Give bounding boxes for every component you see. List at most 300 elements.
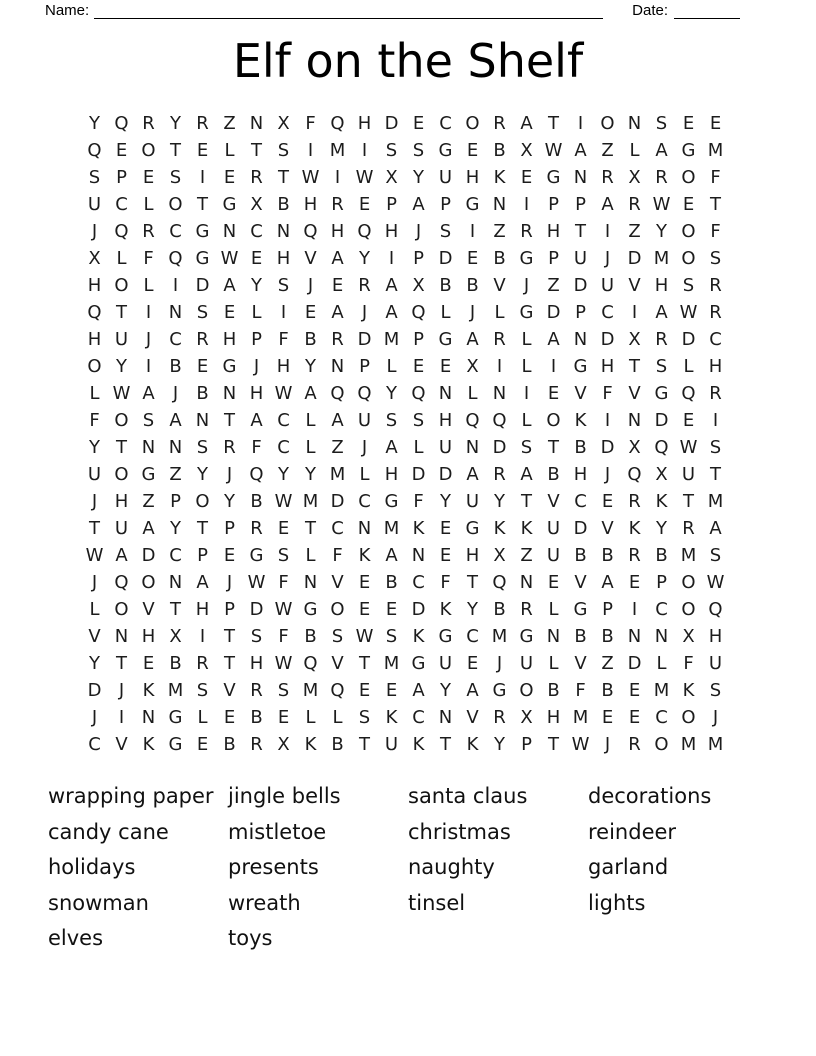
grid-cell: H [357, 113, 372, 134]
grid-cell: M [167, 680, 184, 701]
grid-cell: U [357, 410, 372, 431]
grid-cell: S [250, 626, 263, 647]
grid-cell: I [523, 194, 530, 215]
grid-cell: J [91, 491, 98, 512]
grid-cell: V [466, 707, 479, 728]
grid-cell: K [358, 545, 371, 566]
grid-cell: S [709, 545, 722, 566]
grid-cell: B [493, 140, 506, 161]
grid-cell: A [196, 572, 209, 593]
grid-cell: Z [628, 221, 641, 242]
date-label: Date: [632, 2, 668, 19]
grid-cell: I [604, 410, 611, 431]
grid-cell: Z [493, 221, 506, 242]
grid-cell: V [115, 734, 128, 755]
grid-cell: R [709, 383, 722, 404]
grid-cell: R [493, 113, 506, 134]
grid-cell: N [546, 626, 561, 647]
grid-cell: Q [627, 464, 642, 485]
grid-cell: F [278, 572, 289, 593]
grid-cell: M [329, 140, 346, 161]
grid-cell: I [280, 302, 287, 323]
grid-cell: I [361, 140, 368, 161]
grid-cell: P [521, 734, 532, 755]
grid-cell: E [250, 248, 263, 269]
grid-cell: E [412, 356, 425, 377]
grid-cell: B [655, 545, 668, 566]
grid-cell: Q [303, 221, 318, 242]
grid-cell: L [116, 248, 127, 269]
grid-cell: Q [708, 599, 723, 620]
grid-cell: X [88, 248, 101, 269]
grid-cell: F [278, 626, 289, 647]
grid-cell: J [118, 680, 125, 701]
grid-cell: L [467, 383, 478, 404]
grid-cell: A [385, 275, 398, 296]
word-item: christmas [408, 819, 511, 844]
grid-cell: O [600, 113, 615, 134]
grid-cell: U [114, 518, 129, 539]
grid-cell: T [683, 491, 694, 512]
grid-cell: A [331, 248, 344, 269]
grid-cell: U [384, 734, 399, 755]
grid-cell: X [628, 437, 641, 458]
grid-cell: T [224, 626, 235, 647]
grid-cell: E [196, 734, 209, 755]
grid-cell: B [304, 329, 317, 350]
grid-cell: K [520, 518, 533, 539]
grid-cell: G [222, 194, 237, 215]
grid-cell: H [141, 626, 156, 647]
grid-cell: L [305, 437, 316, 458]
grid-cell: P [224, 518, 235, 539]
grid-cell: A [223, 275, 236, 296]
grid-cell: H [276, 356, 291, 377]
grid-cell: R [196, 113, 209, 134]
grid-cell: O [141, 572, 156, 593]
grid-cell: B [331, 734, 344, 755]
grid-cell: V [331, 572, 344, 593]
word-item: mistletoe [228, 819, 327, 844]
grid-cell: O [114, 275, 129, 296]
grid-cell: M [491, 626, 508, 647]
grid-cell: Q [330, 680, 345, 701]
grid-cell: C [250, 221, 263, 242]
grid-cell: A [169, 410, 182, 431]
grid-cell: A [466, 680, 479, 701]
grid-cell: A [385, 545, 398, 566]
grid-cell: Z [520, 545, 533, 566]
grid-cell: F [143, 248, 154, 269]
grid-cell: L [332, 707, 343, 728]
grid-cell: L [629, 140, 640, 161]
grid-cell: C [601, 302, 614, 323]
grid-cell: A [331, 302, 344, 323]
grid-cell: X [277, 734, 290, 755]
grid-cell: T [710, 194, 721, 215]
grid-cell: F [440, 572, 451, 593]
grid-cell: P [413, 248, 424, 269]
grid-cell: D [411, 464, 426, 485]
grid-cell: H [330, 221, 345, 242]
grid-cell: D [438, 248, 453, 269]
grid-cell: F [710, 167, 721, 188]
grid-cell: K [628, 518, 641, 539]
grid-cell: B [574, 545, 587, 566]
grid-cell: O [546, 410, 561, 431]
name-label: Name: [45, 2, 90, 19]
grid-cell: U [114, 329, 129, 350]
grid-cell: W [274, 599, 293, 620]
grid-cell: T [548, 113, 559, 134]
grid-cell: S [385, 626, 398, 647]
grid-cell: D [87, 680, 102, 701]
grid-cell: N [627, 410, 642, 431]
grid-cell: G [168, 707, 183, 728]
grid-cell: Q [411, 302, 426, 323]
grid-cell: C [655, 707, 668, 728]
grid-cell: V [142, 599, 155, 620]
grid-cell: S [277, 140, 290, 161]
grid-cell: F [683, 653, 694, 674]
word-item: candy cane [48, 819, 169, 844]
grid-cell: H [114, 491, 129, 512]
grid-cell: H [438, 410, 453, 431]
grid-cell: E [547, 572, 560, 593]
grid-cell: S [196, 680, 209, 701]
grid-cell: I [631, 302, 638, 323]
grid-cell: G [168, 734, 183, 755]
grid-cell: A [466, 329, 479, 350]
grid-cell: R [682, 518, 695, 539]
grid-cell: B [574, 437, 587, 458]
grid-cell: S [682, 275, 695, 296]
grid-cell: A [466, 464, 479, 485]
grid-cell: E [223, 707, 236, 728]
grid-cell: J [496, 653, 503, 674]
grid-cell: G [492, 680, 507, 701]
grid-cell: X [466, 356, 479, 377]
grid-cell: L [197, 707, 208, 728]
grid-cell: J [415, 221, 422, 242]
grid-cell: S [385, 140, 398, 161]
grid-cell: W [652, 194, 671, 215]
grid-cell: L [89, 383, 100, 404]
grid-cell: B [250, 707, 263, 728]
grid-cell: B [439, 275, 452, 296]
grid-cell: G [141, 464, 156, 485]
grid-cell: A [331, 410, 344, 431]
grid-cell: U [681, 464, 696, 485]
grid-cell: N [330, 356, 345, 377]
grid-cell: N [141, 707, 156, 728]
grid-cell: Y [89, 437, 100, 458]
grid-cell: U [438, 653, 453, 674]
grid-cell: O [114, 464, 129, 485]
grid-cell: I [523, 383, 530, 404]
grid-cell: Q [357, 221, 372, 242]
grid-cell: R [142, 221, 155, 242]
grid-cell: T [251, 140, 262, 161]
grid-cell: Y [305, 356, 316, 377]
grid-cell: C [709, 329, 722, 350]
grid-cell: R [655, 167, 668, 188]
grid-cell: S [196, 437, 209, 458]
grid-cell: L [359, 464, 370, 485]
grid-cell: Q [492, 410, 507, 431]
grid-cell: O [681, 221, 696, 242]
grid-cell: M [302, 680, 319, 701]
grid-cell: Q [303, 653, 318, 674]
grid-cell: G [573, 356, 588, 377]
grid-cell: J [91, 221, 98, 242]
grid-cell: G [519, 248, 534, 269]
grid-cell: O [168, 194, 183, 215]
word-item: elves [48, 926, 104, 951]
word-list-column-1 [48, 779, 214, 957]
grid-cell: H [384, 221, 399, 242]
grid-cell: V [223, 680, 236, 701]
grid-cell: B [304, 626, 317, 647]
grid-cell: H [573, 464, 588, 485]
grid-cell: K [682, 680, 695, 701]
grid-cell: E [466, 248, 479, 269]
grid-cell: J [361, 437, 368, 458]
grid-cell: E [466, 140, 479, 161]
grid-cell: U [600, 275, 615, 296]
grid-cell: E [385, 599, 398, 620]
grid-cell: M [302, 491, 319, 512]
grid-cell: A [385, 437, 398, 458]
grid-cell: I [118, 707, 125, 728]
grid-cell: M [707, 491, 724, 512]
grid-cell: R [628, 194, 641, 215]
grid-cell: T [170, 140, 181, 161]
grid-cell: E [439, 545, 452, 566]
grid-cell: I [307, 140, 314, 161]
name-blank-line [94, 3, 603, 19]
grid-cell: W [220, 248, 239, 269]
grid-cell: I [550, 356, 557, 377]
grid-cell: B [223, 734, 236, 755]
grid-cell: P [413, 329, 424, 350]
grid-cell: W [706, 572, 725, 593]
grid-cell: I [469, 221, 476, 242]
word-item: santa claus [408, 784, 528, 808]
grid-cell: K [142, 680, 155, 701]
grid-cell: G [384, 491, 399, 512]
grid-cell: Y [305, 464, 316, 485]
grid-cell: N [195, 410, 210, 431]
grid-cell: E [277, 707, 290, 728]
grid-cell: F [251, 437, 262, 458]
grid-cell: D [330, 491, 345, 512]
grid-cell: Q [465, 410, 480, 431]
grid-cell: E [196, 356, 209, 377]
grid-cell: T [548, 437, 559, 458]
grid-cell: R [250, 734, 263, 755]
grid-cell: Q [87, 140, 102, 161]
grid-cell: A [547, 329, 560, 350]
grid-cell: G [681, 140, 696, 161]
grid-cell: E [439, 356, 452, 377]
grid-cell: C [574, 491, 587, 512]
grid-cell: M [653, 248, 670, 269]
grid-cell: A [520, 464, 533, 485]
word-item: holidays [48, 855, 136, 880]
grid-cell: Q [330, 383, 345, 404]
grid-cell: O [681, 572, 696, 593]
grid-cell: W [274, 653, 293, 674]
grid-cell: E [682, 194, 695, 215]
grid-cell: N [573, 167, 588, 188]
grid-cell: U [546, 545, 561, 566]
grid-cell: Y [656, 518, 667, 539]
grid-cell: D [681, 329, 696, 350]
grid-cell: E [142, 167, 155, 188]
grid-cell: T [548, 734, 559, 755]
grid-cell: I [172, 275, 179, 296]
grid-cell: O [330, 599, 345, 620]
grid-cell: S [709, 680, 722, 701]
grid-cell: E [385, 680, 398, 701]
grid-cell: M [572, 707, 589, 728]
grid-cell: E [277, 518, 290, 539]
grid-cell: H [276, 248, 291, 269]
grid-cell: B [547, 464, 560, 485]
grid-cell: L [683, 356, 694, 377]
grid-cell: N [438, 383, 453, 404]
grid-cell: Y [89, 113, 100, 134]
grid-cell: N [627, 626, 642, 647]
grid-cell: H [546, 221, 561, 242]
grid-cell: T [710, 464, 721, 485]
grid-cell: S [358, 707, 371, 728]
grid-cell: W [301, 167, 320, 188]
grid-cell: R [250, 518, 263, 539]
grid-cell: N [114, 626, 129, 647]
grid-cell: Q [411, 383, 426, 404]
grid-cell: Q [249, 464, 264, 485]
grid-cell: X [169, 626, 182, 647]
grid-cell: Y [278, 464, 289, 485]
grid-cell: H [87, 275, 102, 296]
grid-cell: U [87, 194, 102, 215]
grid-cell: I [145, 356, 152, 377]
grid-cell: N [222, 221, 237, 242]
grid-cell: V [331, 653, 344, 674]
grid-cell: N [303, 572, 318, 593]
grid-cell: R [520, 221, 533, 242]
grid-cell: L [656, 653, 667, 674]
grid-cell: G [465, 194, 480, 215]
grid-cell: D [492, 437, 507, 458]
grid-cell: Y [440, 491, 451, 512]
grid-cell: T [521, 491, 532, 512]
grid-cell: O [195, 491, 210, 512]
word-list [0, 779, 816, 959]
grid-cell: W [112, 383, 131, 404]
grid-cell: T [359, 653, 370, 674]
grid-cell: U [546, 518, 561, 539]
grid-cell: V [601, 518, 614, 539]
grid-cell: E [142, 653, 155, 674]
grid-cell: B [169, 653, 182, 674]
grid-cell: S [655, 113, 668, 134]
grid-cell: R [196, 329, 209, 350]
grid-cell: S [331, 626, 344, 647]
grid-cell: A [412, 680, 425, 701]
grid-cell: S [385, 410, 398, 431]
grid-cell: B [250, 491, 263, 512]
grid-cell: H [384, 464, 399, 485]
grid-cell: F [305, 113, 316, 134]
grid-cell: K [493, 518, 506, 539]
grid-cell: B [169, 356, 182, 377]
grid-cell: S [277, 275, 290, 296]
grid-cell: X [493, 545, 506, 566]
grid-cell: O [519, 680, 534, 701]
grid-cell: R [142, 113, 155, 134]
grid-cell: A [412, 194, 425, 215]
grid-cell: T [305, 518, 316, 539]
grid-cell: Y [494, 734, 505, 755]
grid-cell: H [546, 707, 561, 728]
grid-cell: M [707, 734, 724, 755]
grid-cell: B [547, 680, 560, 701]
grid-cell: E [439, 518, 452, 539]
grid-cell: N [168, 572, 183, 593]
grid-cell: I [388, 248, 395, 269]
grid-cell: L [89, 599, 100, 620]
grid-cell: J [91, 572, 98, 593]
grid-cell: G [654, 383, 669, 404]
grid-cell: E [709, 113, 722, 134]
grid-cell: G [195, 248, 210, 269]
grid-cell: E [628, 707, 641, 728]
grid-cell: V [304, 248, 317, 269]
grid-cell: K [412, 518, 425, 539]
grid-cell: N [168, 437, 183, 458]
grid-cell: X [682, 626, 695, 647]
grid-cell: M [383, 653, 400, 674]
grid-cell: N [492, 383, 507, 404]
date-blank-line [674, 3, 740, 19]
grid-cell: A [520, 113, 533, 134]
grid-cell: H [249, 653, 264, 674]
grid-cell: P [656, 572, 667, 593]
grid-cell: P [116, 167, 127, 188]
grid-cell: E [520, 167, 533, 188]
grid-cell: H [195, 599, 210, 620]
grid-cell: V [628, 275, 641, 296]
grid-cell: W [274, 491, 293, 512]
grid-cell: E [466, 653, 479, 674]
grid-cell: W [355, 626, 374, 647]
grid-cell: T [278, 167, 289, 188]
grid-cell: D [546, 302, 561, 323]
grid-cell: E [601, 707, 614, 728]
grid-cell: O [654, 734, 669, 755]
grid-cell: P [170, 491, 181, 512]
word-item: toys [228, 926, 273, 951]
grid-cell: E [358, 680, 371, 701]
grid-cell: S [412, 410, 425, 431]
grid-cell: E [331, 275, 344, 296]
grid-cell: U [708, 653, 723, 674]
grid-cell: W [544, 140, 563, 161]
grid-cell: Q [114, 113, 129, 134]
